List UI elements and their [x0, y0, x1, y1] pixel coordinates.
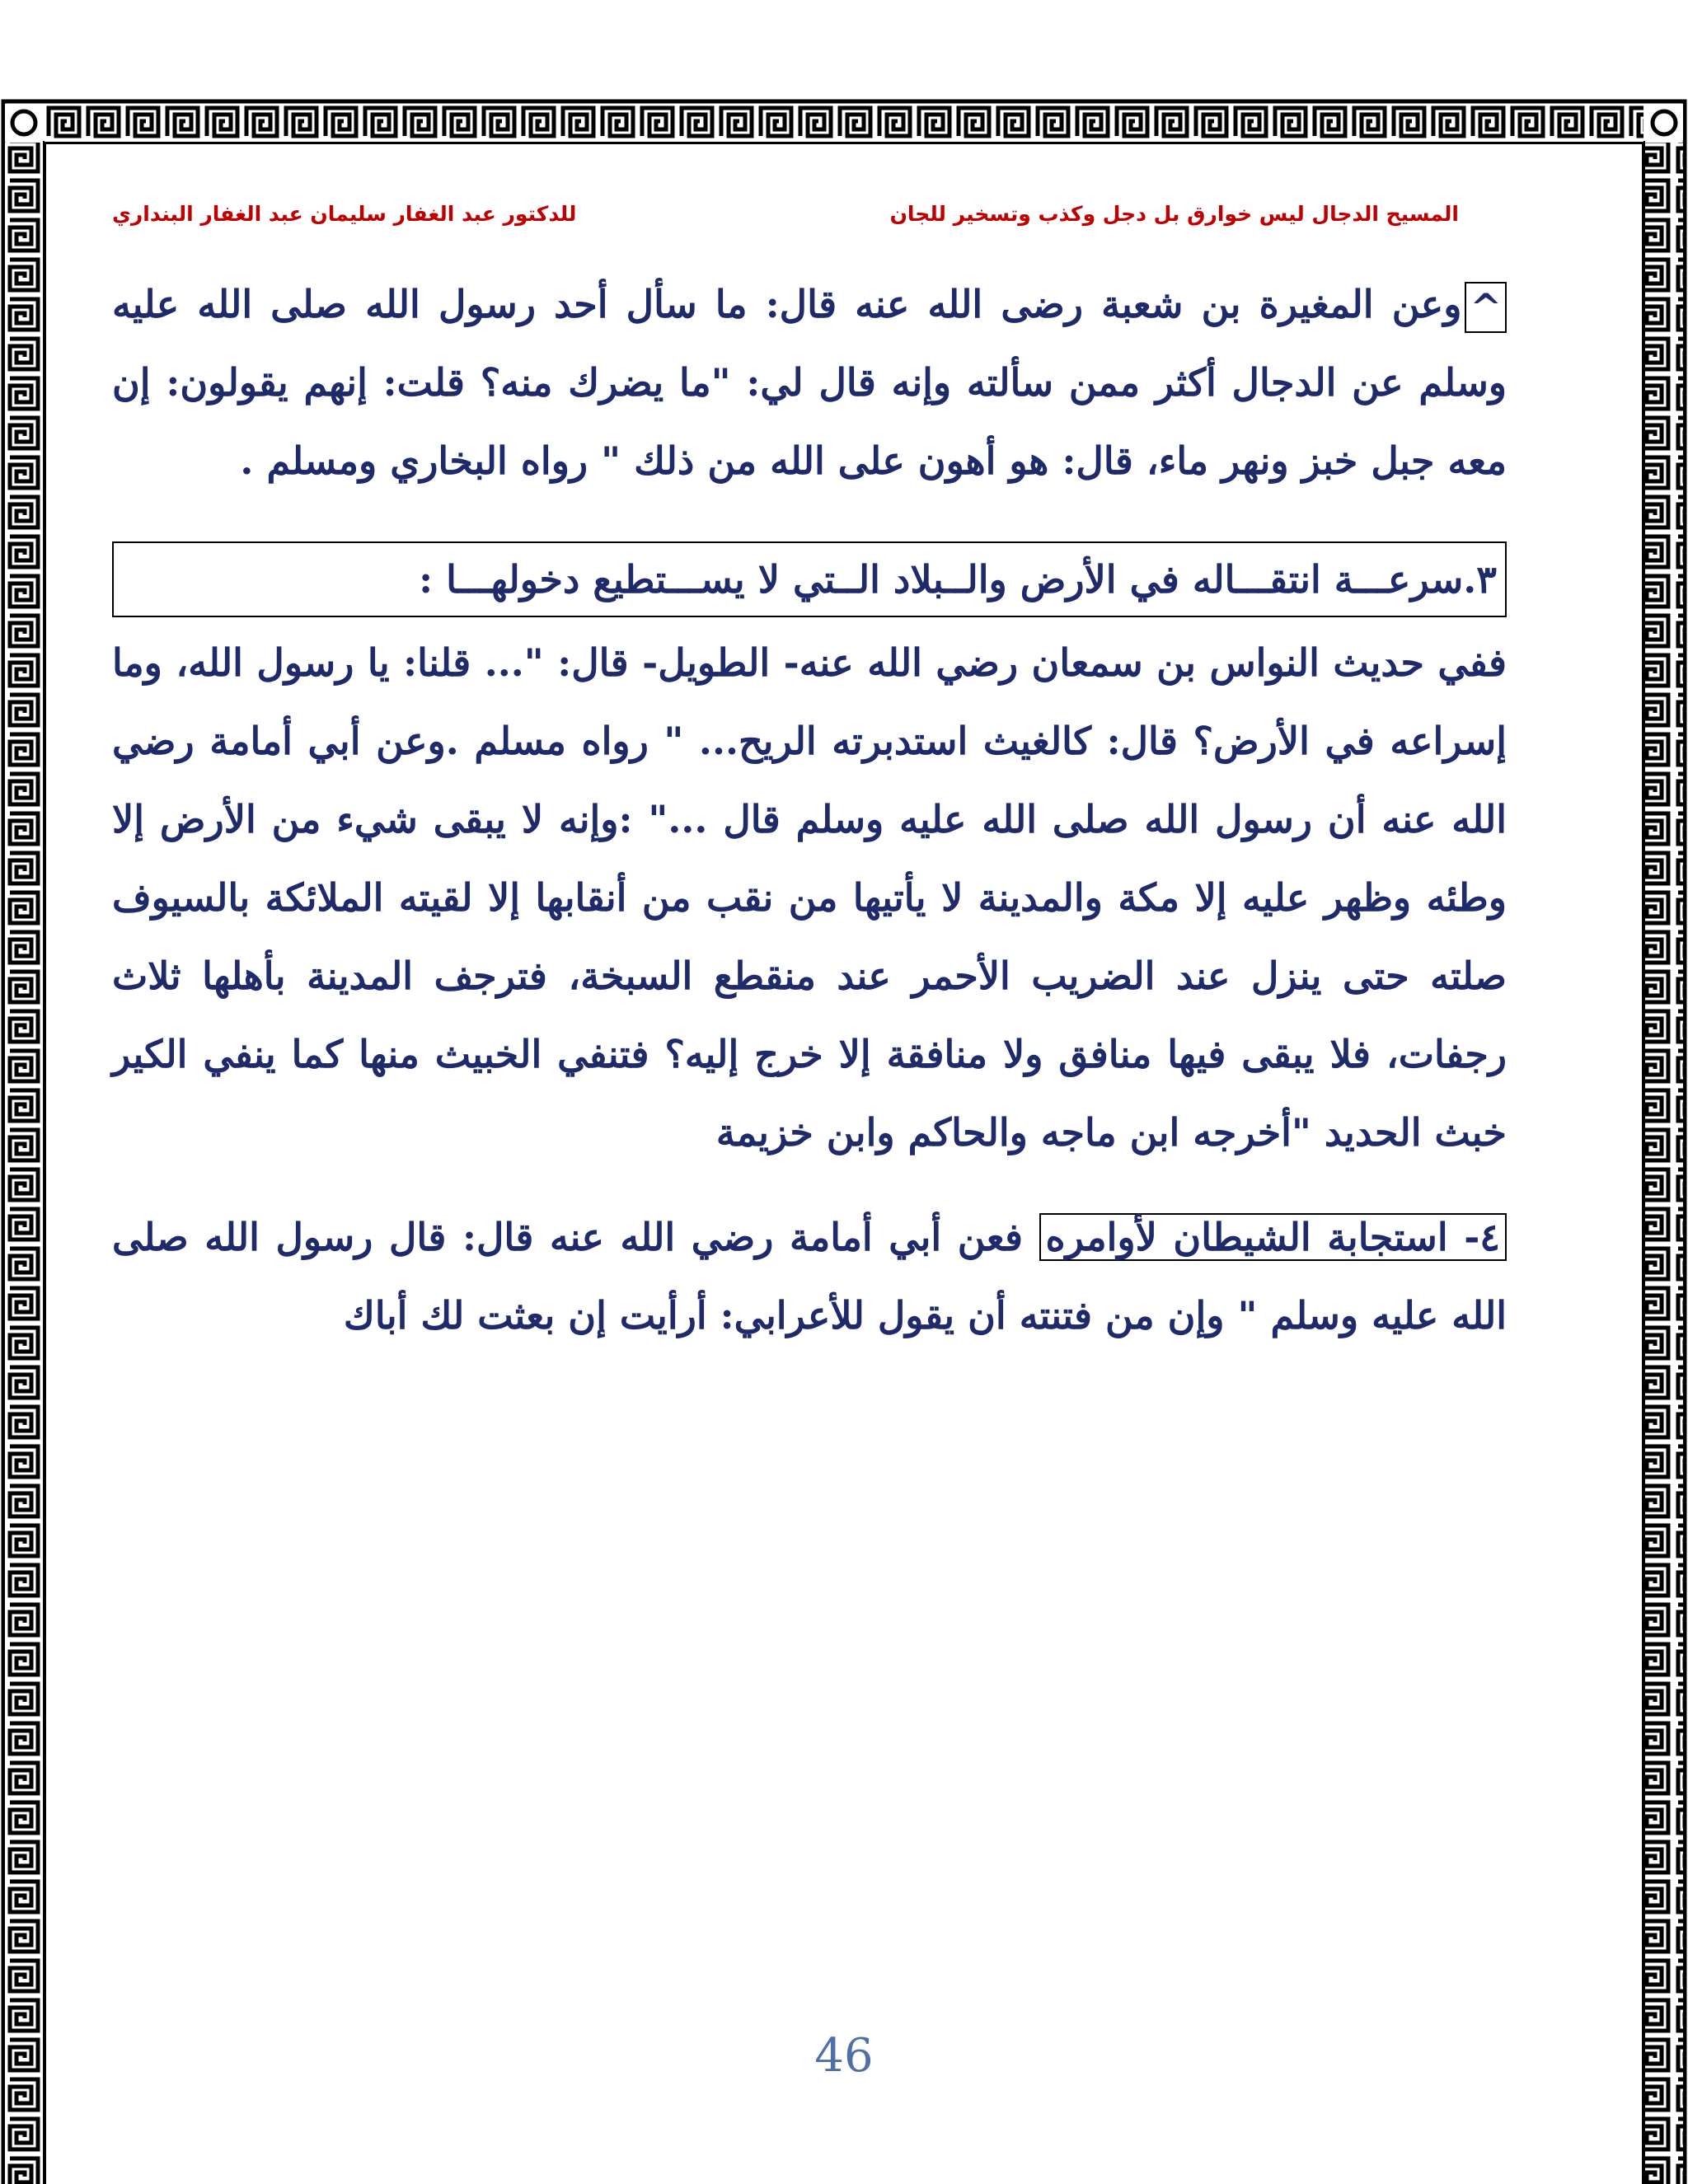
- paragraph-text: فعن أبي أمامة رضي الله عنه قال: قال رسول الله صلى الله عليه وسلم " وإن من فتنته أن يقول للأعرابي: أرأيت إن بعثت لك أباك: [112, 1215, 1507, 1338]
- paragraph-hadith-mughira: [112, 265, 1507, 500]
- paragraph-section-4: [112, 1198, 1507, 1355]
- page-body: [112, 265, 1507, 1355]
- running-header-book-title: المسيح الدجال ليس خوارق بل دجل وكذب وتسخير للجان: [889, 202, 1459, 226]
- running-header-author: للدكتور عبد الغفار سليمان عبد الغفار البنداري: [112, 202, 577, 226]
- section-heading-4-box: ٤- استجابة الشيطان لأوامره: [1039, 1213, 1507, 1261]
- page-number: 46: [814, 2029, 874, 2083]
- paragraph-hadith-nawwas: ففي حديث النواس بن سمعان رضي الله عنه- الطويل- قال: "... قلنا: يا رسول الله، وما إسراعه في الأرض؟ قال: كالغيث استدبرته الريح... " رواه مسلم .وعن أبي أمامة رضي الله عنه أن رسول الله صلى الله عليه وسلم قال ..." :وإنه لا يبقى شيء من الأرض إلا وطئه وظهر عليه إلا مكة والمدينة لا يأتيها من نقب من أنقابها إلا لقيته الملائكة بالسيوف صلته حتى ينزل عند الضريب الأحمر عند منقطع السبخة، فترجف المدينة بأهلها ثلاث رجفات، فلا يبقى فيها منافق ولا منافقة إلا خرج إليه؟ فتنفي الخبيث منها كما ينفي الكير خبث الحديد "أخرجه ابن ماجه والحاكم وابن خزيمة: [112, 640, 1507, 1155]
- footnote-number-box: ^: [1465, 282, 1507, 333]
- section-heading-3: ٣.سرعـــة انتقـــاله في الأرض والــبلاد الــتي لا يســـتطيع دخولهـــا :: [112, 541, 1507, 617]
- paragraph-text: وعن المغيرة بن شعبة رضى الله عنه قال: ما سأل أحد رسول الله صلى الله عليه وسلم عن الدجال أكثر ممن سألته وإنه قال لي: "ما يضرك منه؟ قلت: إنهم يقولون: إن معه جبل خبز ونهر ماء، قال: هو أهون على الله من ذلك " رواه البخاري ومسلم .: [112, 282, 1507, 483]
